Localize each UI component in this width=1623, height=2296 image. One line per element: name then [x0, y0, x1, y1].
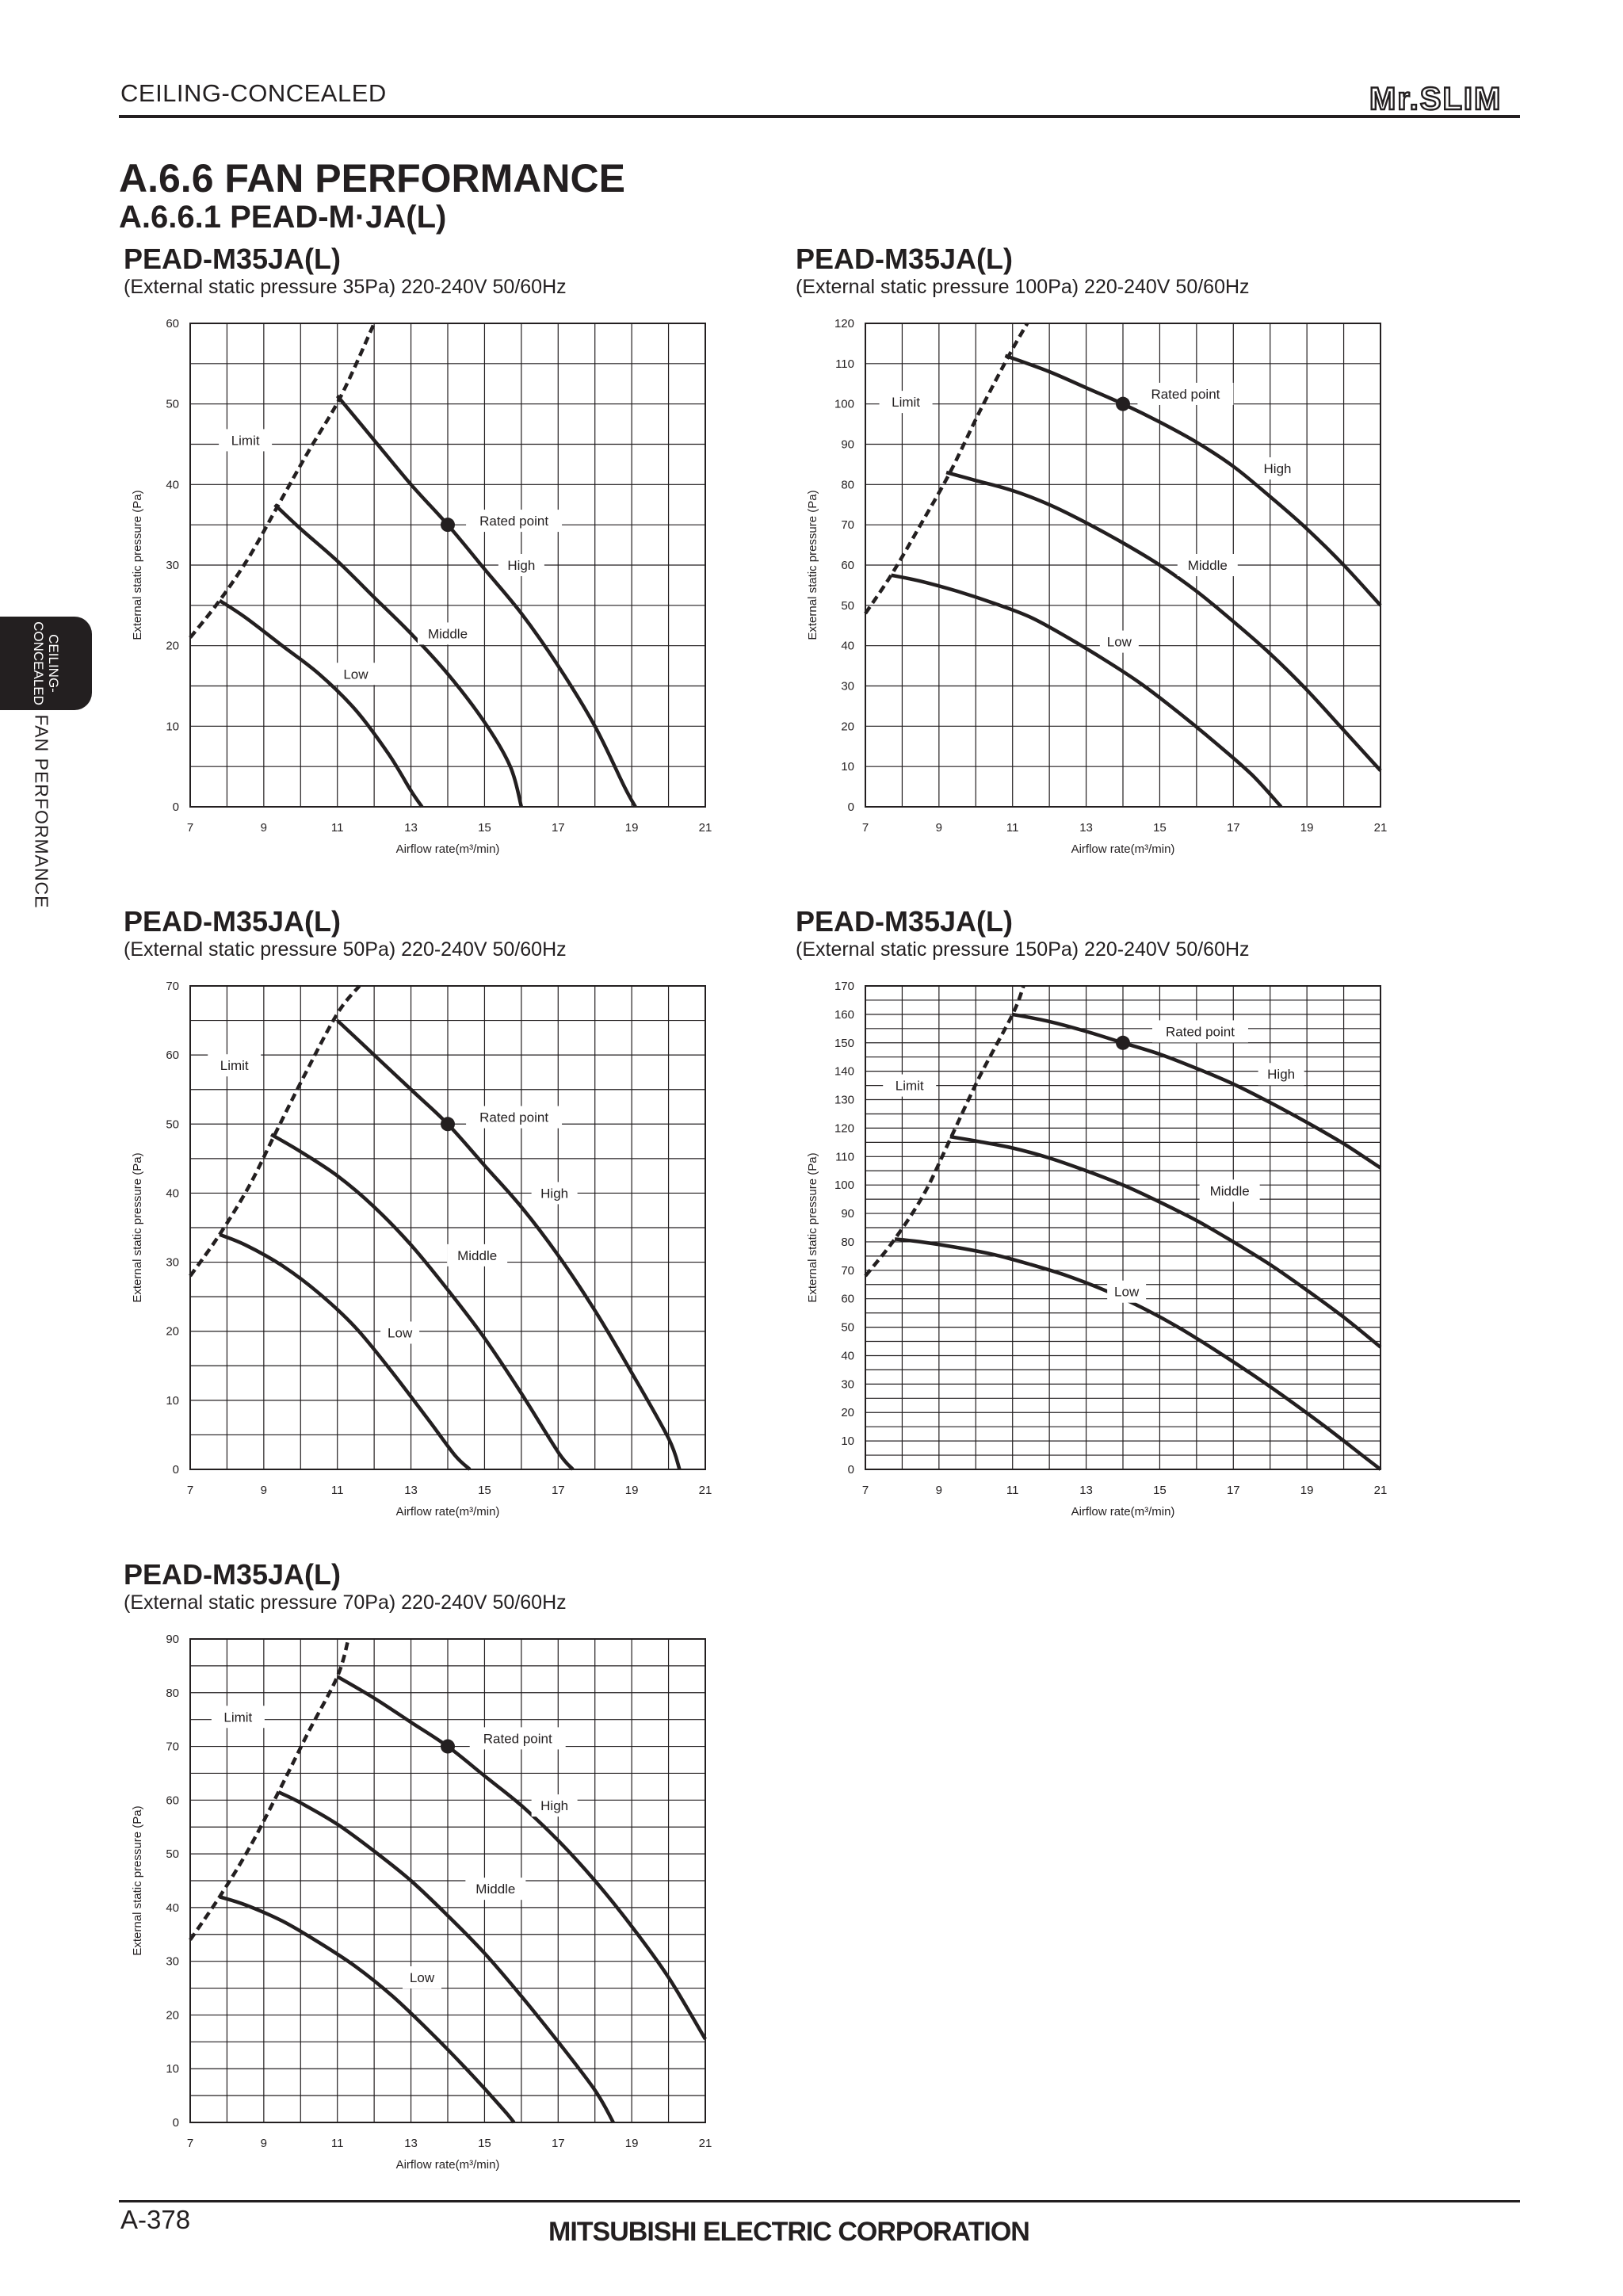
series-label-low: Low: [388, 1325, 413, 1341]
chart-grid: [865, 986, 1381, 1469]
x-tick-label: 11: [1006, 821, 1019, 835]
y-tick-label: 40: [166, 1901, 179, 1915]
series-label-low: Low: [409, 1970, 435, 1985]
y-tick-label: 50: [841, 598, 854, 613]
y-tick-label: 0: [172, 1463, 179, 1477]
y-tick-label: 120: [834, 1121, 854, 1136]
x-tick-label: 15: [1153, 821, 1167, 835]
x-tick-label: 19: [624, 821, 639, 835]
y-axis-label: External static pressure (Pa): [131, 1152, 144, 1303]
section-title: CEILING-CONCEALED: [120, 79, 387, 107]
page-subtitle: A.6.6.1 PEAD-M·JA(L): [119, 200, 447, 235]
y-tick-label: 40: [166, 478, 179, 492]
x-tick-label: 15: [1153, 1484, 1167, 1497]
series-line-high: [338, 1021, 680, 1469]
series-label-low: Low: [1114, 1284, 1140, 1300]
y-tick-label: 20: [166, 639, 179, 653]
y-tick-label: 0: [172, 2116, 179, 2130]
series-label-high: High: [540, 1798, 569, 1814]
y-tick-label: 50: [841, 1320, 854, 1335]
y-tick-label: 170: [834, 980, 854, 993]
y-tick-label: 40: [841, 639, 854, 653]
x-tick-label: 21: [1373, 821, 1388, 835]
chart-5-title: PEAD-M35JA(L): [124, 1558, 342, 1591]
x-tick-label: 13: [404, 821, 418, 835]
x-tick-label: 11: [330, 821, 344, 835]
y-tick-label: 10: [166, 1393, 179, 1408]
rated-point-marker: [1116, 397, 1130, 411]
y-tick-label: 150: [834, 1036, 854, 1050]
x-axis-label: Airflow rate(m³/min): [395, 1505, 500, 1519]
x-tick-label: 17: [551, 821, 565, 835]
x-tick-label: 21: [1373, 1484, 1388, 1497]
brand-logo-text: Mr.SLIM: [1369, 82, 1503, 114]
x-tick-label: 19: [624, 1484, 639, 1497]
limit-label: Limit: [231, 433, 260, 449]
y-axis-label: External static pressure (Pa): [806, 1152, 819, 1303]
y-tick-label: 0: [847, 1463, 854, 1477]
y-tick-label: 120: [834, 317, 854, 330]
limit-label: Limit: [895, 1078, 924, 1094]
page-number: A-378: [120, 2205, 191, 2234]
y-tick-label: 0: [847, 800, 854, 814]
x-tick-label: 9: [935, 821, 943, 835]
y-tick-label: 10: [166, 720, 179, 734]
rated-point-label: Rated point: [483, 1731, 552, 1747]
page-title: A.6.6 FAN PERFORMANCE: [119, 156, 625, 201]
chart-5-subtitle: (External static pressure 70Pa) 220-240V 50/60Hz: [124, 1591, 567, 1614]
series-label-high: High: [1267, 1067, 1296, 1083]
x-tick-label: 15: [478, 821, 491, 835]
y-tick-label: 60: [166, 317, 179, 330]
y-tick-label: 110: [835, 357, 854, 371]
x-tick-label: 19: [1300, 821, 1314, 835]
y-tick-label: 30: [841, 679, 854, 693]
side-section-label: FAN PERFORMANCE: [31, 714, 52, 909]
x-tick-label: 7: [186, 821, 194, 835]
limit-curve: [190, 986, 360, 1276]
y-tick-label: 20: [166, 1324, 179, 1339]
brand-logo: [1368, 81, 1515, 114]
chart-3-title: PEAD-M35JA(L): [124, 905, 342, 938]
x-tick-label: 13: [404, 1484, 418, 1497]
series-line-low: [220, 601, 422, 807]
y-tick-label: 20: [841, 720, 854, 734]
y-tick-label: 90: [166, 1633, 179, 1646]
y-tick-label: 90: [841, 1207, 854, 1221]
x-tick-label: 21: [698, 2137, 712, 2150]
y-tick-label: 140: [834, 1064, 854, 1079]
y-axis-label: External static pressure (Pa): [131, 490, 144, 640]
rated-point-label: Rated point: [1151, 386, 1220, 402]
rated-point-marker: [441, 518, 455, 532]
series-label-middle: Middle: [1187, 558, 1228, 573]
chart-4-svg: [786, 978, 1404, 1533]
y-tick-label: 30: [166, 1255, 179, 1270]
limit-label: Limit: [220, 1058, 249, 1074]
chart-5-svg: [111, 1631, 729, 2186]
side-tab-text: CEILING- CONCEALED: [31, 621, 61, 705]
y-axis-label: External static pressure (Pa): [131, 1805, 144, 1956]
header-rule: [119, 115, 1520, 118]
y-tick-label: 20: [166, 2008, 179, 2023]
limit-curve: [190, 323, 374, 638]
rated-point-label: Rated point: [479, 514, 549, 529]
chart-1-subtitle: (External static pressure 35Pa) 220-240V 50/60Hz: [124, 276, 567, 298]
y-tick-label: 130: [834, 1093, 854, 1107]
y-tick-label: 50: [166, 397, 179, 411]
y-axis-label: External static pressure (Pa): [806, 490, 819, 640]
y-tick-label: 160: [834, 1007, 854, 1022]
x-tick-label: 11: [330, 2137, 344, 2150]
y-tick-label: 20: [841, 1406, 854, 1420]
series-label-middle: Middle: [427, 626, 468, 642]
limit-curve: [865, 986, 1024, 1276]
x-tick-label: 19: [1300, 1484, 1314, 1497]
series-line-middle: [278, 1792, 613, 2122]
series-label-high: High: [540, 1186, 569, 1201]
footer-rule: [119, 2200, 1520, 2202]
y-tick-label: 80: [166, 1686, 179, 1700]
y-tick-label: 100: [834, 1179, 854, 1193]
chart-2-title: PEAD-M35JA(L): [796, 243, 1014, 275]
y-tick-label: 90: [841, 437, 854, 452]
chart-grid: [190, 323, 705, 807]
y-tick-label: 70: [841, 1263, 854, 1278]
chart-1-svg: [111, 315, 729, 870]
series-line-low: [895, 1239, 1381, 1469]
x-tick-label: 13: [404, 2137, 418, 2150]
y-tick-label: 70: [841, 518, 854, 533]
series-label-high: High: [1263, 461, 1292, 476]
x-tick-label: 21: [698, 821, 712, 835]
limit-label: Limit: [892, 395, 921, 411]
y-tick-label: 80: [841, 1235, 854, 1249]
x-tick-label: 11: [1006, 1484, 1019, 1497]
y-tick-label: 70: [166, 1740, 179, 1754]
series-label-middle: Middle: [457, 1247, 498, 1263]
x-tick-label: 17: [551, 2137, 565, 2150]
rated-point-marker: [441, 1117, 455, 1131]
series-label-low: Low: [1106, 634, 1132, 650]
series-label-middle: Middle: [1209, 1183, 1250, 1199]
y-tick-label: 30: [841, 1377, 854, 1392]
rated-point-label: Rated point: [1166, 1024, 1235, 1040]
x-tick-label: 9: [260, 2137, 268, 2150]
x-tick-label: 11: [330, 1484, 344, 1497]
x-tick-label: 21: [698, 1484, 712, 1497]
y-tick-label: 30: [166, 1954, 179, 1969]
x-tick-label: 7: [186, 1484, 194, 1497]
y-tick-label: 50: [166, 1847, 179, 1862]
x-tick-label: 9: [260, 1484, 268, 1497]
y-tick-label: 80: [841, 478, 854, 492]
chart-1-title: PEAD-M35JA(L): [124, 243, 342, 275]
x-tick-label: 15: [478, 2137, 491, 2150]
y-tick-label: 10: [841, 1435, 854, 1449]
x-tick-label: 7: [861, 1484, 869, 1497]
y-tick-label: 110: [835, 1150, 854, 1164]
x-tick-label: 7: [861, 821, 869, 835]
chart-2-subtitle: (External static pressure 100Pa) 220-240V 50/60Hz: [796, 276, 1250, 298]
y-tick-label: 70: [166, 980, 179, 993]
chart-3-svg: [111, 978, 729, 1533]
x-tick-label: 19: [624, 2137, 639, 2150]
limit-label: Limit: [223, 1710, 253, 1725]
chart-4-subtitle: (External static pressure 150Pa) 220-240V 50/60Hz: [796, 938, 1250, 961]
x-tick-label: 13: [1079, 821, 1093, 835]
x-tick-label: 9: [935, 1484, 943, 1497]
y-tick-label: 10: [841, 760, 854, 774]
limit-curve: [865, 323, 1027, 613]
y-tick-label: 60: [166, 1049, 179, 1063]
x-tick-label: 13: [1079, 1484, 1093, 1497]
limit-curve: [190, 1639, 349, 1940]
y-tick-label: 100: [834, 397, 854, 411]
x-axis-label: Airflow rate(m³/min): [1071, 842, 1175, 856]
chart-3-subtitle: (External static pressure 50Pa) 220-240V 50/60Hz: [124, 938, 567, 961]
chart-grid: [190, 986, 705, 1469]
y-tick-label: 60: [166, 1794, 179, 1808]
rated-point-marker: [1116, 1036, 1130, 1050]
y-tick-label: 40: [841, 1349, 854, 1363]
rated-point-label: Rated point: [479, 1110, 549, 1125]
y-tick-label: 10: [166, 2062, 179, 2076]
series-line-middle: [271, 1134, 573, 1469]
x-tick-label: 17: [1226, 821, 1240, 835]
company-name: MITSUBISHI ELECTRIC CORPORATION: [548, 2217, 1029, 2247]
y-tick-label: 60: [841, 1292, 854, 1306]
x-axis-label: Airflow rate(m³/min): [395, 842, 500, 856]
series-label-middle: Middle: [475, 1881, 516, 1897]
x-axis-label: Airflow rate(m³/min): [395, 2158, 500, 2172]
x-tick-label: 17: [1226, 1484, 1240, 1497]
rated-point-marker: [441, 1740, 455, 1754]
chart-4-title: PEAD-M35JA(L): [796, 905, 1014, 938]
y-tick-label: 40: [166, 1186, 179, 1201]
series-label-low: Low: [343, 667, 369, 682]
chart-grid: [865, 323, 1381, 807]
x-tick-label: 17: [551, 1484, 565, 1497]
y-tick-label: 30: [166, 559, 179, 572]
side-tab[interactable]: [0, 617, 92, 710]
y-tick-label: 0: [172, 800, 179, 814]
chart-2-svg: [786, 315, 1404, 870]
x-tick-label: 7: [186, 2137, 194, 2150]
x-tick-label: 9: [260, 821, 268, 835]
y-tick-label: 60: [841, 559, 854, 572]
series-label-high: High: [507, 558, 536, 573]
y-tick-label: 50: [166, 1117, 179, 1132]
x-axis-label: Airflow rate(m³/min): [1071, 1505, 1175, 1519]
x-tick-label: 15: [478, 1484, 491, 1497]
